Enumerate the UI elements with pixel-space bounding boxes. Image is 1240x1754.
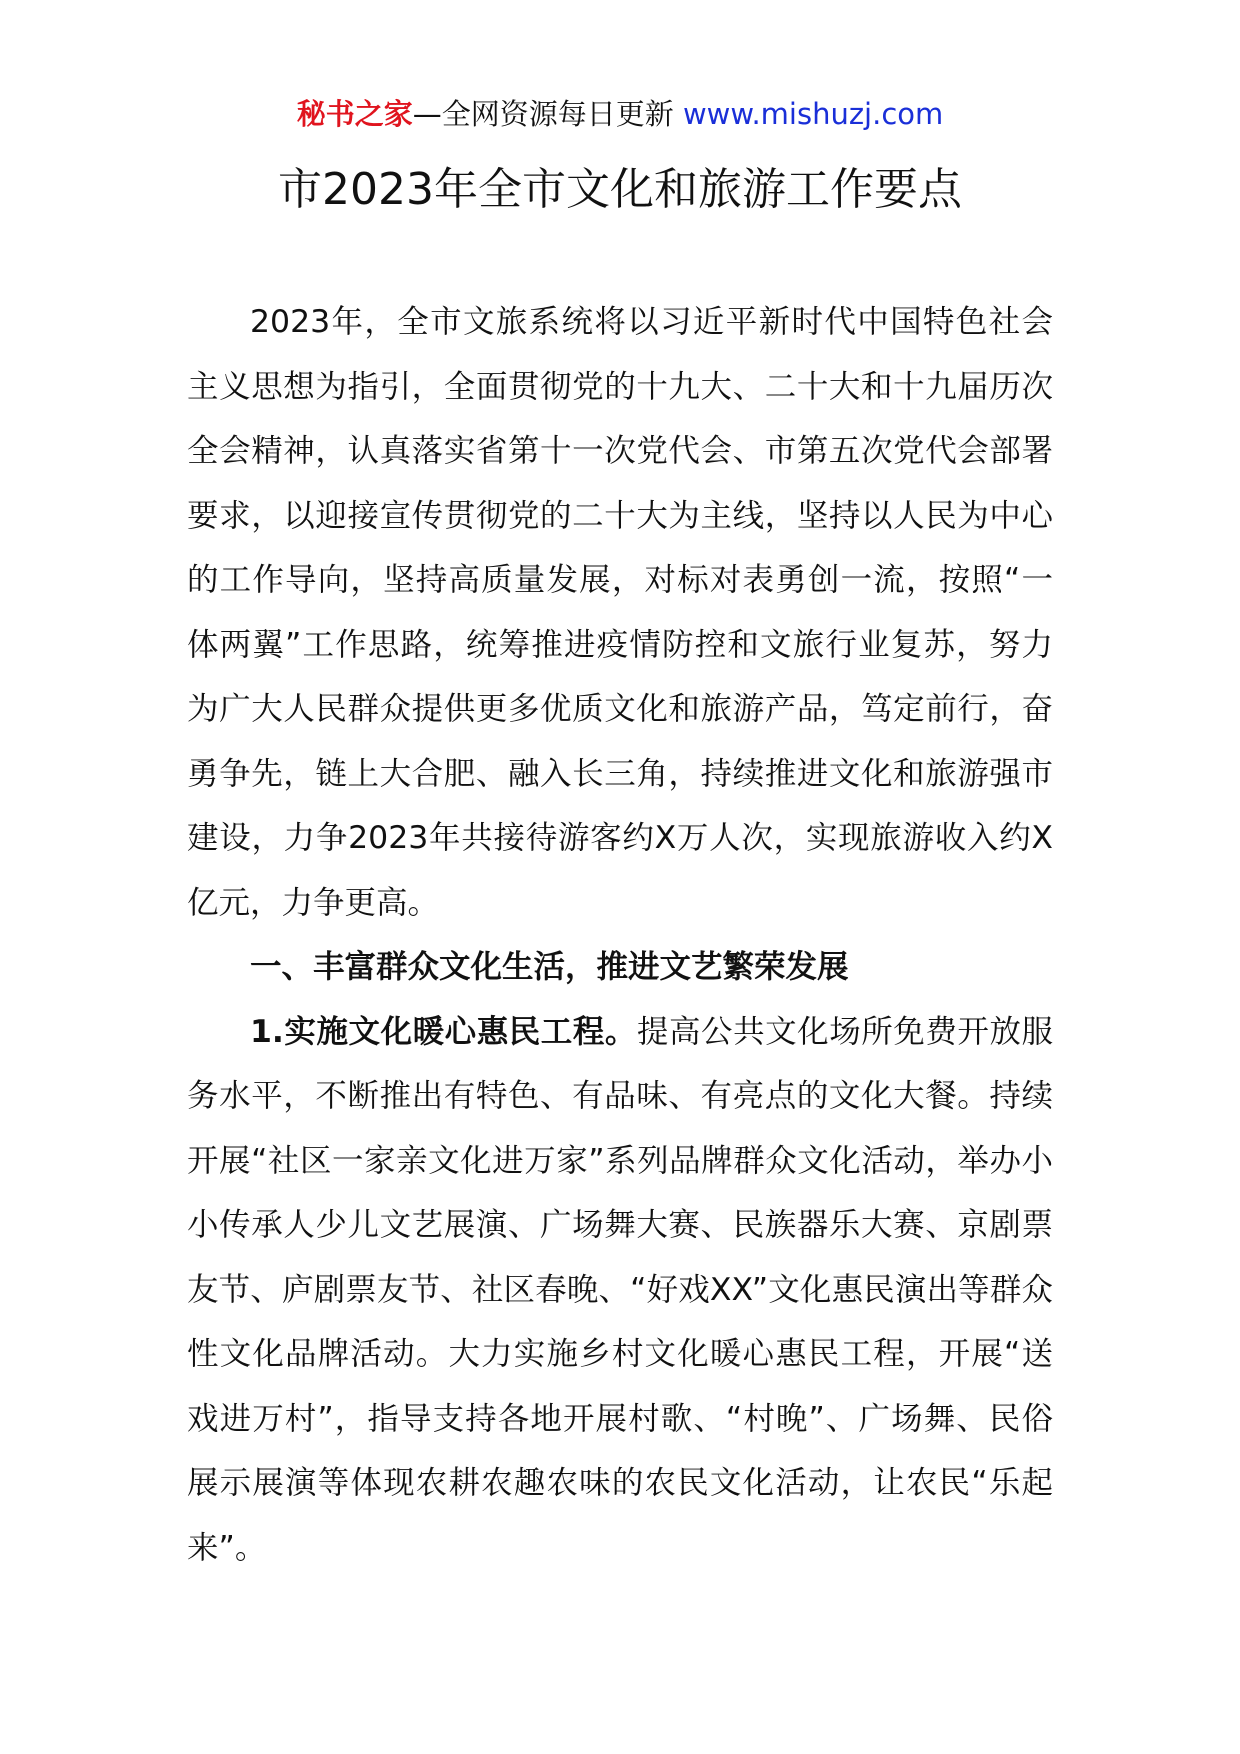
site-header — [0, 94, 1240, 134]
document-title: 市2023年全市文化和旅游工作要点 — [278, 164, 962, 215]
item-title: 1.实施文化暖心惠民工程。 — [250, 1013, 637, 1050]
intro-paragraph: 2023年，全市文旅系统将以习近平新时代中国特色社会主义思想为指引，全面贯彻党的十九大、二十大和十九届历次全会精神，认真落实省第十一次党代会、市第五次党代会部署要求，以迎接宣传贯彻党的二十大为主线，坚持以人民为中心的工作导向，坚持高质量发展，对标对表勇创一流，按照“一体两翼”工作思路，统筹推进疫情防控和文旅行业复苏，努力为广大人民群众提供更多优质文化和旅游产品，笃定前行，奋勇争先，链上大合肥、融入长三角，持续推进文化和旅游强市建设，力争2023年共接待游客约X万人次，实现旅游收入约X亿元，力争更高。 — [187, 304, 1053, 921]
document-body — [187, 290, 1053, 1580]
item-body: 提高公共文化场所免费开放服务水平，不断推出有特色、有品味、有亮点的文化大餐。持续开展“社区一家亲文化进万家”系列品牌群众文化活动，举办小小传承人少儿文艺展演、广场舞大赛、民族器乐大赛、京剧票友节、庐剧票友节、社区春晚、“好戏XX”文化惠民演出等群众性文化品牌活动。大力实施乡村文化暖心惠民工程，开展“送戏进万村”，指导支持各地开展村歌、“村晚”、广场舞、民俗展示展演等体现农耕农趣农味的农民文化活动，让农民“乐起来”。 — [187, 1013, 1053, 1566]
item-paragraph — [187, 1000, 1053, 1581]
section-heading: 一、丰富群众文化生活，推进文艺繁荣发展 — [250, 949, 849, 985]
brand-name: 秘书之家 — [296, 97, 413, 131]
site-tagline: —全网资源每日更新 — [412, 97, 674, 131]
site-url-link[interactable]: www.mishuzj.com — [682, 97, 944, 131]
